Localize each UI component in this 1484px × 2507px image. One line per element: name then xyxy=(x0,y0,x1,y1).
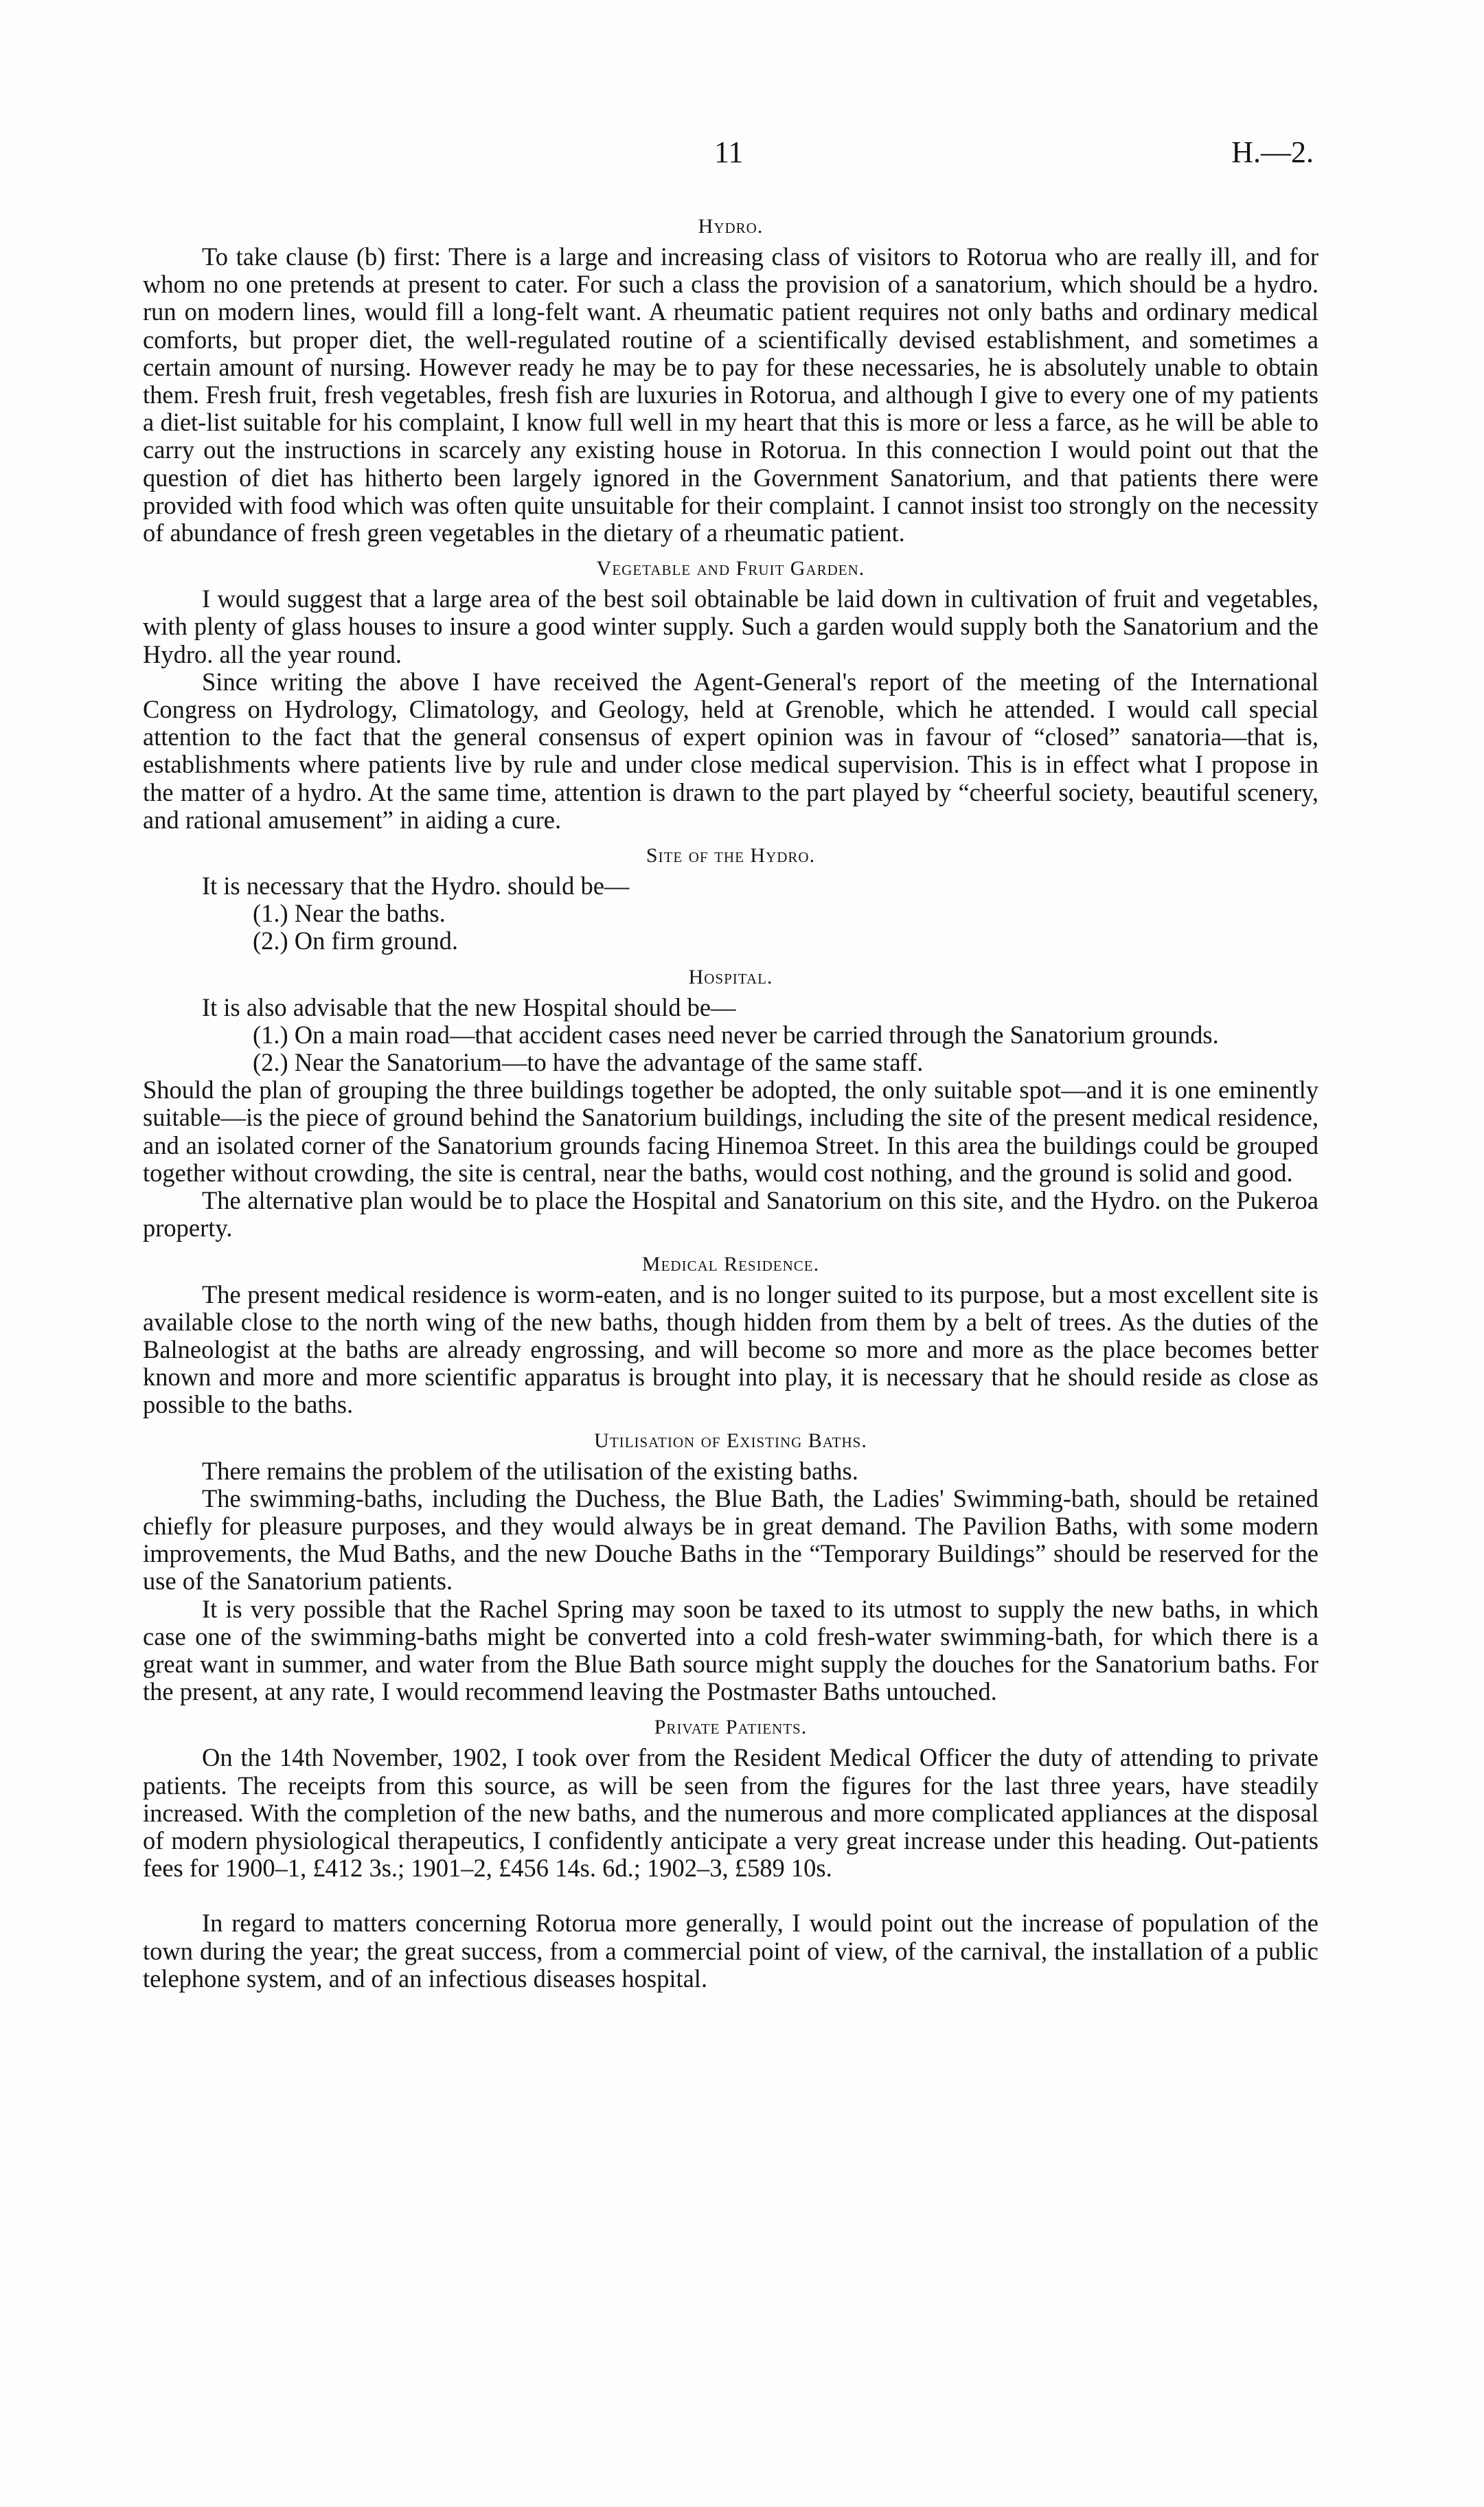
heading-utilisation-existing-baths: Utilisation of Existing Baths. xyxy=(594,1429,867,1452)
page-number: 11 xyxy=(714,135,744,169)
list-item-hospital-2: (2.) Near the Sanatorium—to have the advantage of the same staff. xyxy=(253,1048,924,1077)
paragraph-hospital-2: The alternative plan would be to place the Hospital and Sanatorium on this site, and the Hydro. on the Pukeroa property. xyxy=(143,1186,1319,1243)
paragraph-hospital-1: Should the plan of grouping the three buildings together be adopted, the only suitable spot—and it is one eminently suitable—is the piece of ground behind the Sanatorium buildings, including the site of the present medical residence, and an isolated corner of the Sanatorium grounds facing Hinemoa Street. In this area the buildings could be grouped together without crowding, the site is central, near the baths, would cost nothing, and the ground is solid and good. xyxy=(143,1076,1319,1187)
heading-private-patients: Private Patients. xyxy=(654,1716,808,1739)
paragraph-residence-1: The present medical residence is worm-eaten, and is no longer suited to its purpose, but a most excellent site is available close to the north wing of the new baths, though hidden from them by a belt of trees. As the duties of the Balneologist at the baths are already engrossing, and will become so more and more as the place becomes better known and more and more scientific apparatus is brought into play, it is necessary that he should reside as close as possible to the baths. xyxy=(143,1280,1319,1419)
paragraph-private-1: On the 14th November, 1902, I took over from the Resident Medical Officer the duty of attending to private patients. The receipts from this source, as will be seen from the figures for the last three years, have steadily increased. With the completion of the new baths, and the numerous and more complicated appliances at the disposal of modern physiological therapeutics, I confidently anticipate a very great increase under this heading. Out-patients fees for 1900–1, £412 3s.; 1901–2, £456 14s. 6d.; 1902–3, £589 10s. xyxy=(143,1743,1319,1883)
paper-reference: H.—2. xyxy=(1231,135,1314,169)
paragraph-baths-2: The swimming-baths, including the Duchess, the Blue Bath, the Ladies' Swimming-bath, should be retained chiefly for pleasure purposes, and they would always be in great demand. The Pavilion Baths, with some modern improvements, the Mud Baths, and the new Douche Baths in the “Temporary Buildings” should be reserved for the use of the Sanatorium patients. xyxy=(143,1484,1319,1596)
heading-hydro: Hydro. xyxy=(698,215,764,238)
heading-hospital: Hospital. xyxy=(688,965,773,988)
paragraph-baths-1: There remains the problem of the utilisation of the existing baths. xyxy=(202,1456,858,1485)
paragraph-garden-2: Since writing the above I have received the Agent-General's report of the meeting of the International Congress on Hydrology, Climatology, and Geology, held at Grenoble, which he attended. I would call special attention to the fact that the general consensus of expert opinion was in favour of “closed” sanatoria—that is, establishments where patients live by rule and under close medical supervision. This is in effect what I propose in the matter of a hydro. At the same time, attention is drawn to the part played by “cheerful society, beautiful scenery, and rational amusement” in aiding a cure. xyxy=(143,667,1319,834)
paragraph-hospital-intro: It is also advisable that the new Hospital should be— xyxy=(202,992,736,1021)
paragraph-closing: In regard to matters concerning Rotorua more generally, I would point out the increase of population of the town during the year; the great success, from a commercial point of view, of the carnival, the installation of a public telephone system, and of an infectious diseases hospital. xyxy=(143,1909,1319,1993)
page-header xyxy=(0,135,1484,183)
heading-vegetable-fruit-garden: Vegetable and Fruit Garden. xyxy=(596,557,865,580)
list-item-site-2: (2.) On firm ground. xyxy=(253,927,459,955)
list-item-site-1: (1.) Near the baths. xyxy=(253,899,446,928)
paragraph-garden-1: I would suggest that a large area of the best soil obtainable be laid down in cultivation of fruit and vegetables, with plenty of glass houses to insure a good winter supply. Such a garden would supply both the Sanatorium and the Hydro. all the year round. xyxy=(143,585,1319,668)
paragraph-site-intro: It is necessary that the Hydro. should be— xyxy=(202,872,630,900)
paragraph-baths-3: It is very possible that the Rachel Spring may soon be taxed to its utmost to supply the new baths, in which case one of the swimming-baths might be converted into a cold fresh-water swimming-bath, for which there is a great want in summer, and water from the Blue Bath source might supply the douches for the Sanatorium baths. For the present, at any rate, I would recommend leaving the Postmaster Baths untouched. xyxy=(143,1594,1319,1706)
heading-medical-residence: Medical Residence. xyxy=(641,1252,820,1275)
document-body xyxy=(143,213,1319,1993)
list-item-hospital-1: (1.) On a main road—that accident cases need never be carried through the Sanatorium grounds. xyxy=(253,1020,1219,1049)
paragraph-hydro-1: To take clause (b) first: There is a large and increasing class of visitors to Rotorua who are really ill, and for whom no one pretends at present to cater. For such a class the provision of a sanatorium, which should be a hydro. run on modern lines, would fill a long-felt want. A rheumatic patient requires not only baths and ordinary medical comforts, but proper diet, the well-regulated routine of a scientifically devised establishment, and sometimes a certain amount of nursing. However ready he may be to pay for these necessaries, he is absolutely unable to obtain them. Fresh fruit, fresh vegetables, fresh fish are luxuries in Rotorua, and although I give to every one of my patients a diet-list suitable for his complaint, I know full well in my heart that this is more or less a farce, as he will be able to carry out the instructions in scarcely any existing house in Rotorua. In this connection I would point out that the question of diet has hitherto been largely ignored in the Government Sanatorium, and that patients there were provided with food which was often quite unsuitable for their complaint. I cannot insist too strongly on the necessity of abundance of fresh green vegetables in the dietary of a rheumatic patient. xyxy=(143,242,1319,547)
heading-site-of-hydro: Site of the Hydro. xyxy=(646,844,816,867)
